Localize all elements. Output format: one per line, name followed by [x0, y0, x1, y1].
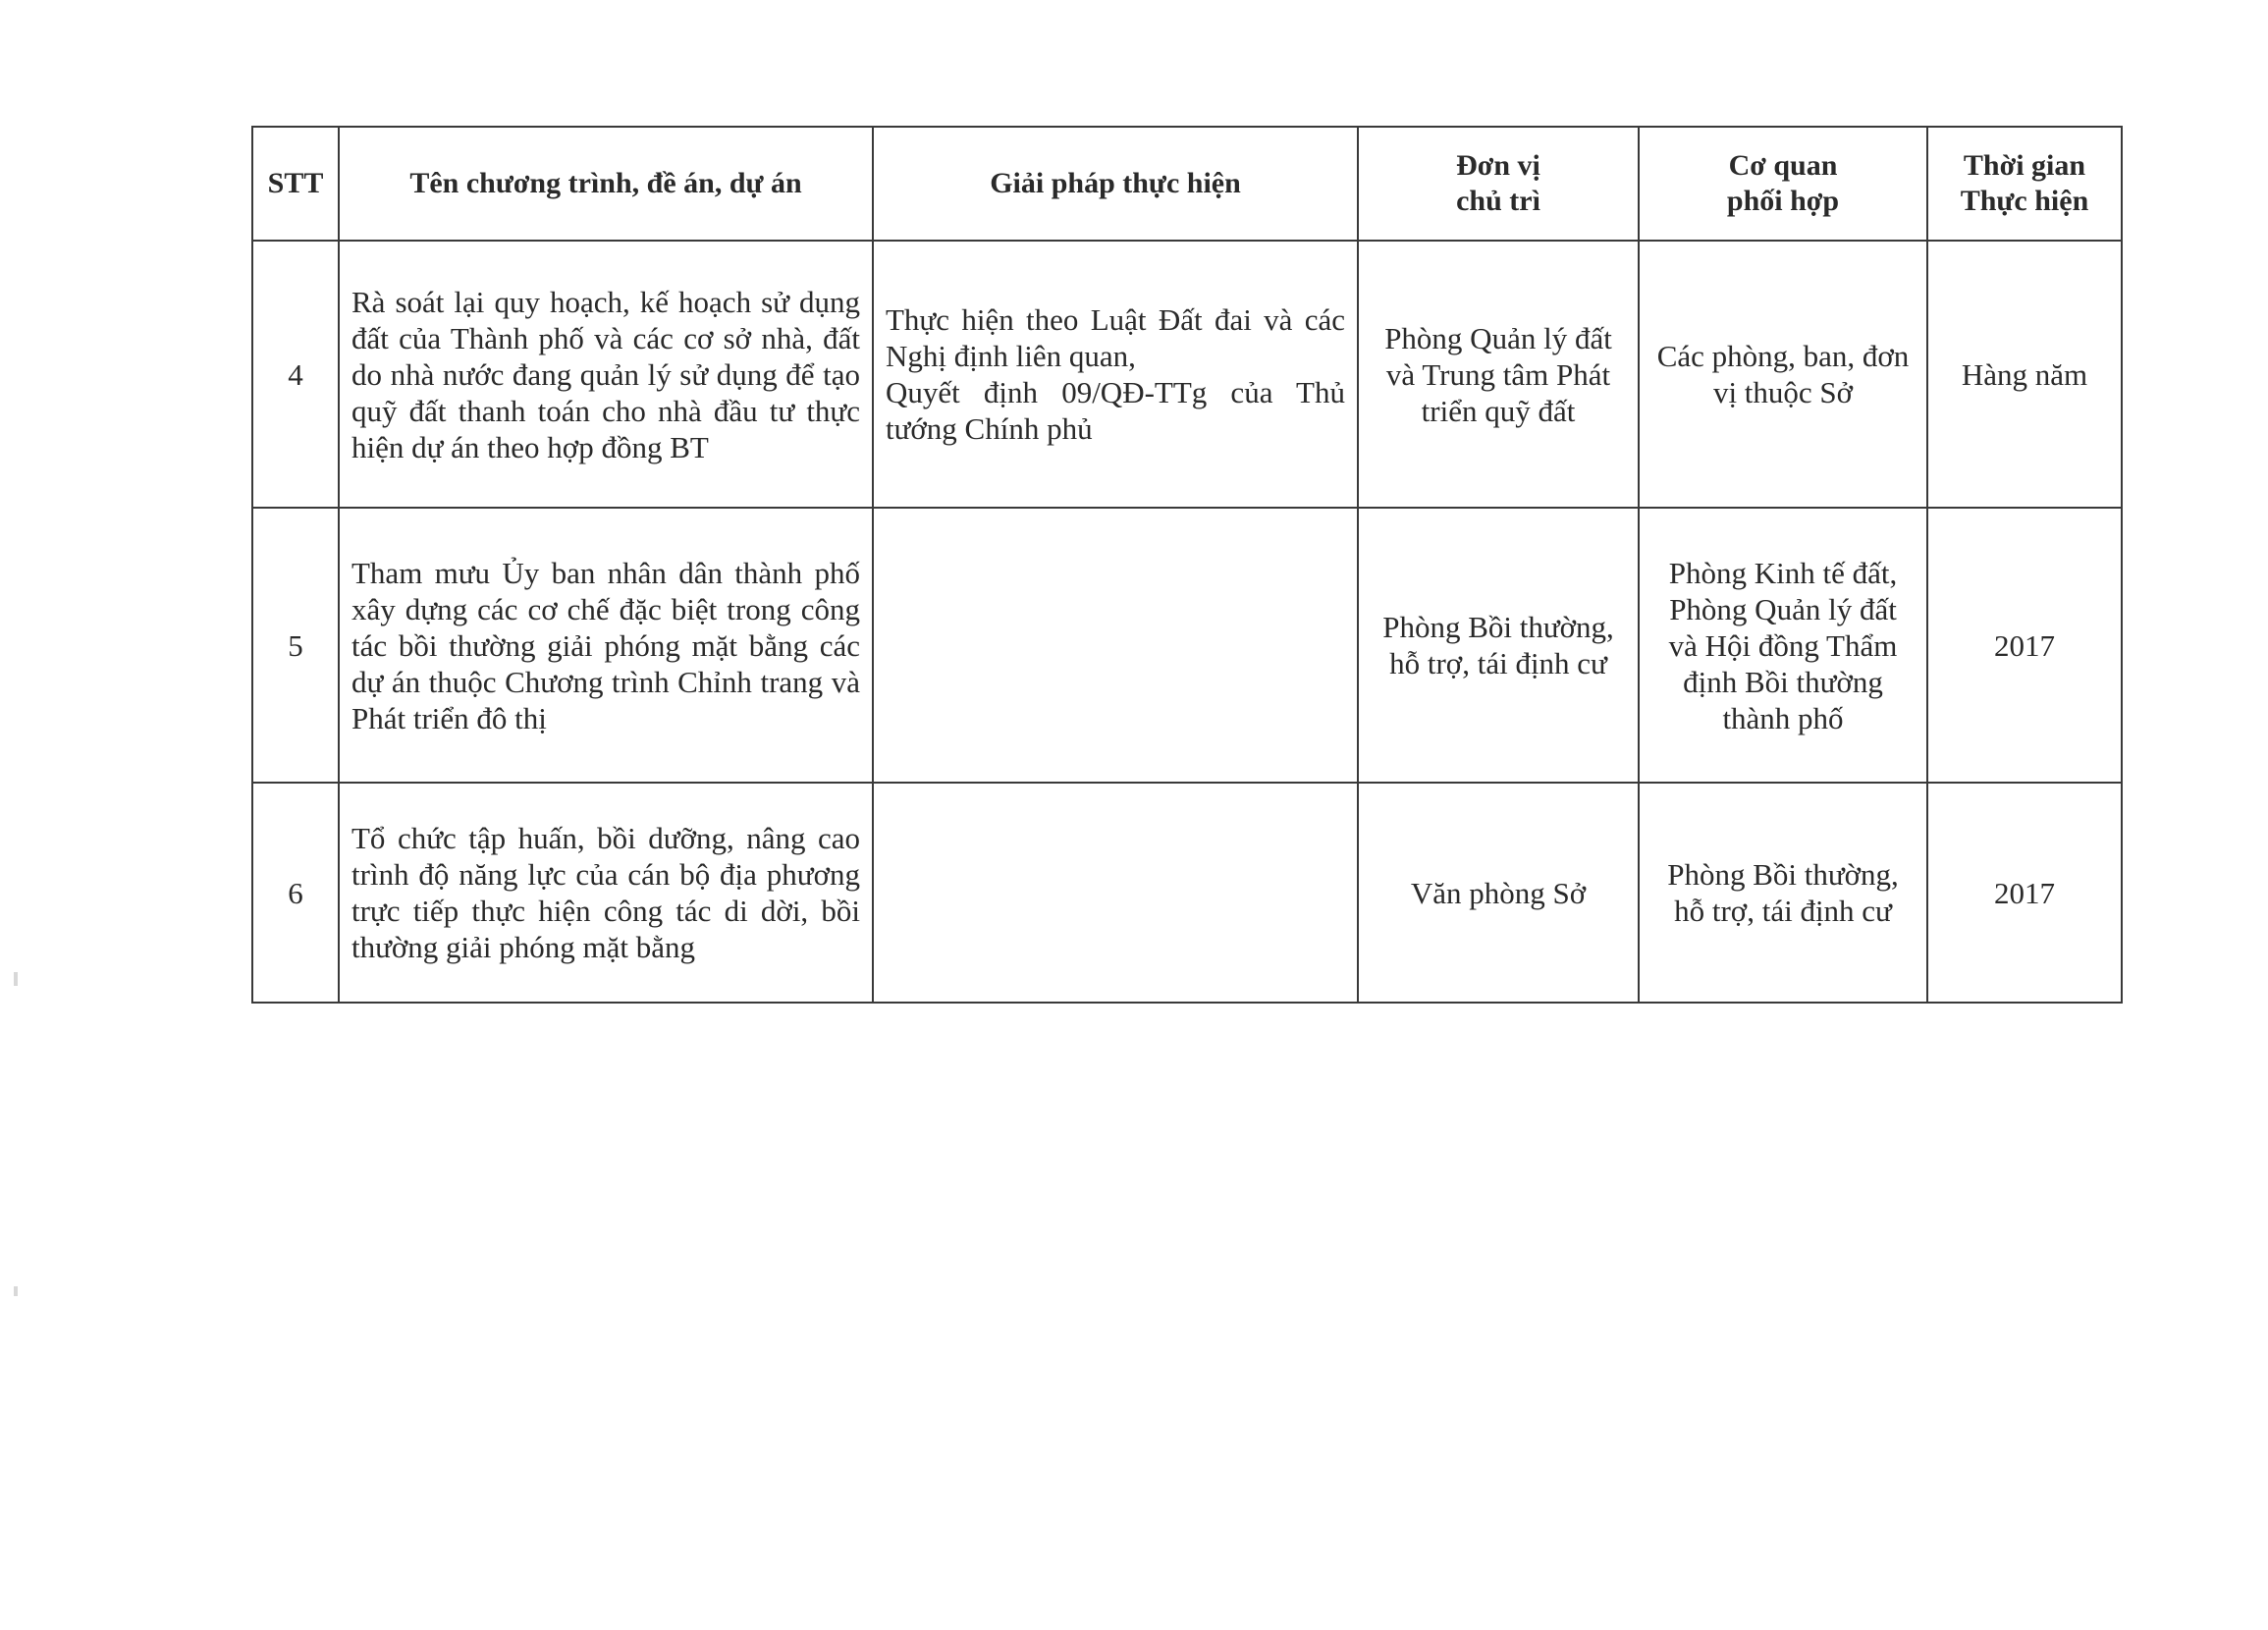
- table-header-row: [252, 127, 2122, 241]
- header-solution: Giải pháp thực hiện: [873, 127, 1358, 241]
- row-solution: Thực hiện theo Luật Đất đai và các Nghị định liên quan, Quyết định 09/QĐ-TTg của Thủ tướng Chính phủ: [873, 241, 1358, 508]
- row-program-name: Rà soát lại quy hoạch, kế hoạch sử dụng đất của Thành phố và các cơ sở nhà, đất do nhà nước đang quản lý sử dụng để tạo quỹ đất thanh toán cho nhà đầu tư thực hiện dự án theo hợp đồng BT: [339, 241, 873, 508]
- row-lead-unit: Phòng Quản lý đất và Trung tâm Phát triển quỹ đất: [1358, 241, 1639, 508]
- header-implementation-time: Thời gian Thực hiện: [1927, 127, 2122, 241]
- header-lead-unit: Đơn vị chủ trì: [1358, 127, 1639, 241]
- row-implementation-time: 2017: [1927, 783, 2122, 1003]
- row-solution: [873, 783, 1358, 1003]
- row-implementation-time: Hàng năm: [1927, 241, 2122, 508]
- row-program-name: Tổ chức tập huấn, bồi dưỡng, nâng cao trình độ năng lực của cán bộ địa phương trực tiếp thực hiện công tác di dời, bồi thường giải phóng mặt bằng: [339, 783, 873, 1003]
- header-stt: STT: [252, 127, 339, 241]
- row-solution: [873, 508, 1358, 783]
- table-row: [252, 783, 2122, 1003]
- header-program-name: Tên chương trình, đề án, dự án: [339, 127, 873, 241]
- row-coordinating-agency: Phòng Kinh tế đất, Phòng Quản lý đất và Hội đồng Thẩm định Bồi thường thành phố: [1639, 508, 1927, 783]
- implementation-plan-table: [251, 126, 2123, 1004]
- row-coordinating-agency: Các phòng, ban, đơn vị thuộc Sở: [1639, 241, 1927, 508]
- row-lead-unit: Phòng Bồi thường, hỗ trợ, tái định cư: [1358, 508, 1639, 783]
- row-coordinating-agency: Phòng Bồi thường, hỗ trợ, tái định cư: [1639, 783, 1927, 1003]
- row-implementation-time: 2017: [1927, 508, 2122, 783]
- header-coordinating-agency: Cơ quan phối hợp: [1639, 127, 1927, 241]
- scan-artifact: [14, 972, 18, 986]
- row-program-name: Tham mưu Ủy ban nhân dân thành phố xây dựng các cơ chế đặc biệt trong công tác bồi thường giải phóng mặt bằng các dự án thuộc Chương trình Chỉnh trang và Phát triển đô thị: [339, 508, 873, 783]
- row-stt: 6: [252, 783, 339, 1003]
- row-stt: 5: [252, 508, 339, 783]
- table-row: [252, 508, 2122, 783]
- table-row: [252, 241, 2122, 508]
- row-stt: 4: [252, 241, 339, 508]
- row-lead-unit: Văn phòng Sở: [1358, 783, 1639, 1003]
- scan-artifact: [14, 1286, 18, 1296]
